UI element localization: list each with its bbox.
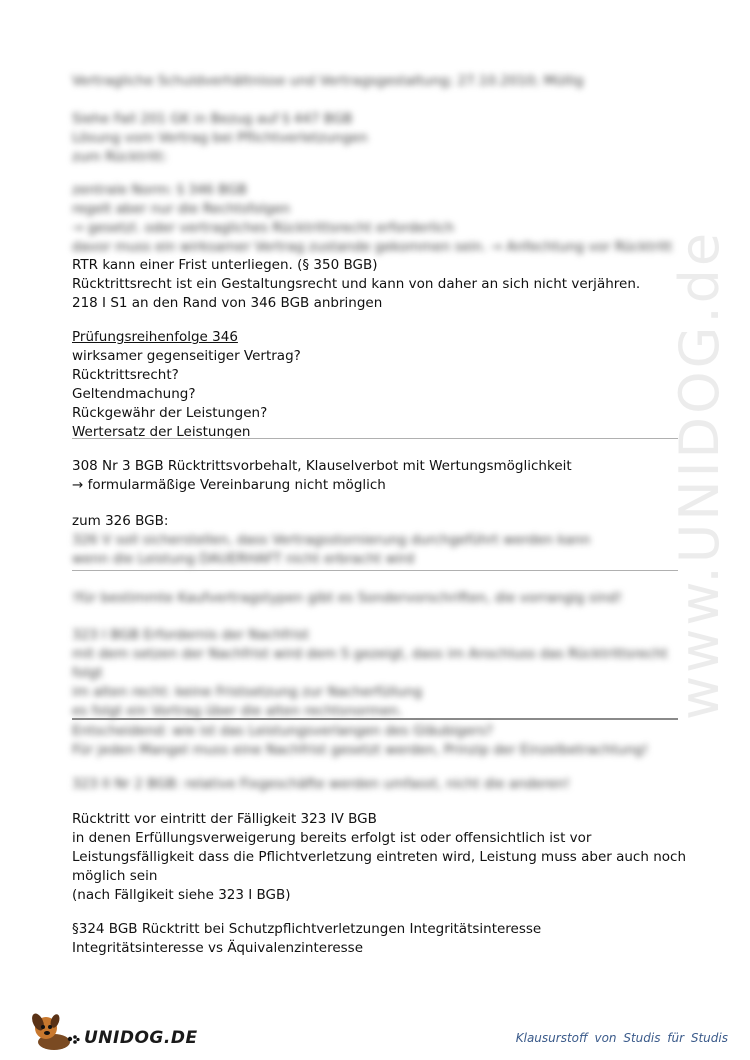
pruefung-item: Geltendmachung?	[72, 386, 196, 402]
doc-title: Vertragliche Schuldverhältnisse und Vertragsgestaltung; 27.10.2010; Müllig	[72, 73, 584, 89]
text-line: 308 Nr 3 BGB Rücktrittsvorbehalt, Klauselverbot mit Wertungsmöglichkeit	[72, 458, 572, 474]
pruefung-item: Rücktrittsrecht?	[72, 367, 179, 383]
section-324	[72, 920, 682, 958]
text-line: RTR kann einer Frist unterliegen. (§ 350 BGB)	[72, 257, 378, 273]
text-line: §324 BGB Rücktritt bei Schutzpflichtverletzungen Integritätsinteresse	[72, 921, 542, 937]
pruefung-heading: Prüfungsreihenfolge 346	[72, 329, 238, 345]
text-line: Leistungsfälligkeit dass die Pflichtverletzung eintreten wird, Leistung muss aber auch noch	[72, 849, 686, 865]
blurred-norm	[72, 181, 682, 257]
section-pruefung	[72, 328, 682, 442]
text-line: in denen Erfüllungsverweigerung bereits erfolgt ist oder offensichtlich ist vor	[72, 830, 592, 846]
brand-name: UNIDOG.DE	[84, 1028, 198, 1048]
watermark: www.UNIDOG.de	[668, 229, 731, 720]
footer-logo	[26, 1012, 198, 1052]
section-326-heading: zum 326 BGB:	[72, 513, 169, 529]
blurred-line: im alten recht: keine Fristsetzung zur Nacherfüllung	[72, 684, 423, 700]
blurred-line: 323 II Nr 2 BGB: relative Fixgeschäfte werden umfasst, nicht die anderen!	[72, 776, 571, 792]
pruefung-item: wirksamer gegenseitiger Vertrag?	[72, 348, 301, 364]
blurred-intro	[72, 110, 682, 167]
section-323-iv	[72, 810, 686, 905]
blurred-line: wenn die Leistung DAUERHAFT nicht erbracht wird	[72, 551, 415, 567]
blurred-line: Für jeden Mangel muss eine Nachfrist gesetzt werden, Prinzip der Einzelbetrachtung!	[72, 742, 649, 758]
intro-line: Siehe Fall 201 GK in Bezug auf § 447 BGB	[72, 111, 353, 127]
text-line: Rücktrittsrecht ist ein Gestaltungsrecht und kann von daher an sich nicht verjähren.	[72, 276, 641, 292]
blurred-line: 323 I BGB Erfordernis der Nachfrist	[72, 627, 310, 643]
divider	[72, 570, 678, 571]
blurred-323	[72, 626, 682, 721]
norm-line: regelt aber nur die Rechtsfolgen	[72, 201, 291, 217]
dog-mascot-icon	[26, 1012, 82, 1052]
text-line: möglich sein	[72, 868, 158, 884]
divider	[72, 438, 678, 439]
section-326	[72, 512, 682, 569]
norm-line: zentrale Norm: § 346 BGB	[72, 182, 247, 198]
footer-slogan: Klausurstoff von Studis für Studis	[515, 1031, 728, 1045]
pruefung-item: Wertersatz der Leistungen	[72, 424, 251, 440]
text-line: (nach Fällgikeit siehe 323 I BGB)	[72, 887, 291, 903]
blurred-line: folgt	[72, 665, 103, 681]
text-line: Rücktritt vor eintritt der Fälligkeit 323 IV BGB	[72, 811, 377, 827]
section-308	[72, 457, 682, 495]
text-line: 218 I S1 an den Rand von 346 BGB anbringen	[72, 295, 383, 311]
pruefung-item: Rückgewähr der Leistungen?	[72, 405, 268, 421]
blurred-323ii	[72, 775, 682, 794]
norm-line: davor muss ein wirksamer Vertrag zustande gekommen sein. → Anfechtung vor Rücktritt	[72, 239, 673, 255]
blurred-kauf	[72, 589, 682, 608]
intro-line: Lösung vom Vertrag bei Pflichtverletzungen	[72, 130, 368, 146]
blurred-line: Entscheidend: wie ist das Leistungsverlangen des Gläubigers?	[72, 723, 493, 739]
blurred-title	[72, 72, 682, 91]
text-line: Integritätsinteresse vs Äquivalenzinteresse	[72, 940, 364, 956]
norm-line: → gesetzl. oder vertragliches Rücktrittsrecht erforderlich	[72, 220, 455, 236]
section-ruecktrittsrecht	[72, 256, 682, 313]
intro-line: zum Rücktritt:	[72, 149, 168, 165]
divider	[72, 718, 678, 720]
blurred-line: 326 V soll sicherstellen, dass Vertragsstornierung durchgeführt werden kann	[72, 532, 591, 548]
blurred-entscheidend	[72, 722, 682, 760]
blurred-line: !für bestimmte Kaufvertragstypen gibt es Sondervorschriften, die vorrangig sind!	[72, 590, 623, 606]
blurred-line: es folgt ein Vortrag über die alten rechtsnormen.	[72, 703, 403, 719]
blurred-line: mit dem setzen der Nachfrist wird dem S gezeigt, dass im Anschluss das Rücktrittsrecht	[72, 646, 668, 662]
text-line: → formularmäßige Vereinbarung nicht möglich	[72, 477, 386, 493]
